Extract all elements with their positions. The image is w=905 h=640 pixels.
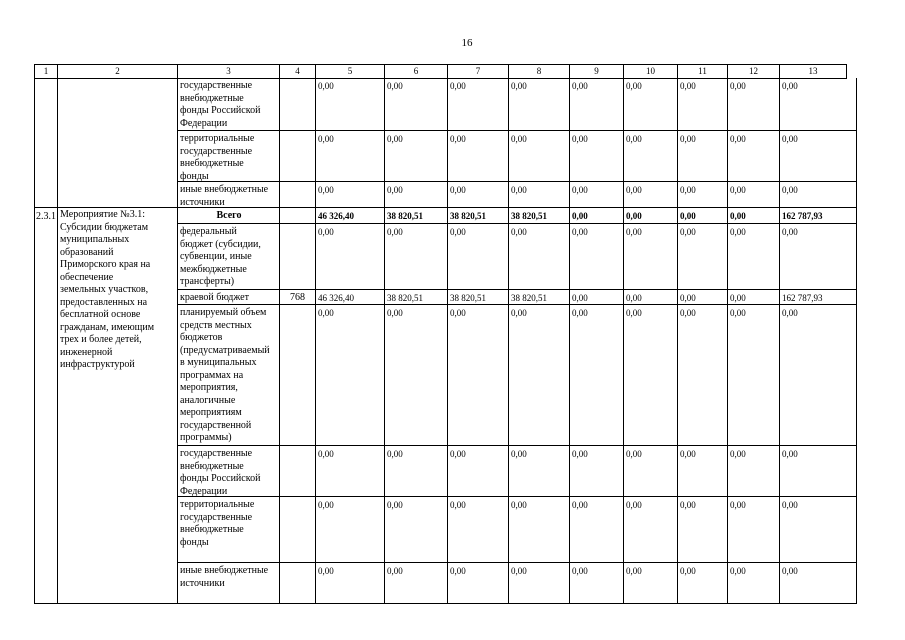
value-cell-col-7 (448, 446, 509, 497)
funding-source-cell (178, 446, 280, 497)
value-cell-col-8 (509, 290, 570, 305)
amount-value: 0,00 (450, 308, 466, 318)
value-cell-col-12 (728, 78, 780, 131)
amount-value: 0,00 (782, 449, 798, 459)
amount-value: 0,00 (511, 308, 527, 318)
grbs-code (280, 208, 315, 210)
grbs-code: 768 (290, 292, 305, 303)
grbs-code (280, 563, 315, 565)
value-cell-col-11 (678, 497, 728, 563)
value-cell-col-5 (316, 290, 385, 305)
amount-value: 0,00 (782, 500, 798, 510)
amount-value: 0,00 (730, 211, 746, 221)
amount-value: 0,00 (318, 500, 334, 510)
value-cell-col-7 (448, 563, 509, 604)
value-cell-col-13 (780, 563, 857, 604)
value-cell-col-13 (780, 305, 857, 446)
amount-value: 0,00 (511, 185, 527, 195)
value-cell-col-6 (385, 182, 448, 208)
value-cell-col-13 (780, 497, 857, 563)
column-header-2: 2 (58, 64, 178, 79)
amount-value: 0,00 (782, 185, 798, 195)
value-cell-col-10 (624, 290, 678, 305)
grbs-code-cell (280, 305, 316, 446)
value-cell-col-6 (385, 563, 448, 604)
grbs-code-cell (280, 497, 316, 563)
value-cell-col-6 (385, 224, 448, 290)
funding-source-label: территориальные государственные внебюджетные фонды (180, 133, 255, 182)
value-cell-col-8 (509, 446, 570, 497)
amount-value: 0,00 (511, 227, 527, 237)
grbs-code-cell (280, 446, 316, 497)
amount-value: 0,00 (387, 500, 403, 510)
value-cell-col-8 (509, 208, 570, 224)
amount-value: 0,00 (626, 211, 642, 221)
amount-value: 162 787,93 (782, 293, 823, 303)
measure-name-cell (58, 208, 178, 604)
value-cell-col-12 (728, 497, 780, 563)
amount-value: 38 820,51 (387, 211, 423, 221)
amount-value: 0,00 (387, 134, 403, 144)
funding-source-label: иные внебюджетные источники (180, 184, 269, 208)
amount-value: 0,00 (730, 500, 746, 510)
value-cell-col-13 (780, 78, 857, 131)
grbs-code-cell (280, 224, 316, 290)
value-cell-col-8 (509, 224, 570, 290)
amount-value: 0,00 (626, 566, 642, 576)
funding-source-cell (178, 563, 280, 604)
funding-source-label: государственные внебюджетные фонды Российской Федерации (180, 80, 261, 129)
amount-value: 0,00 (318, 134, 334, 144)
amount-value: 0,00 (730, 185, 746, 195)
amount-value: 0,00 (450, 500, 466, 510)
value-cell-col-8 (509, 182, 570, 208)
value-cell-col-6 (385, 290, 448, 305)
value-cell-col-7 (448, 290, 509, 305)
column-header-4: 4 (280, 64, 316, 79)
value-cell-col-6 (385, 208, 448, 224)
measure-code: 2.3.1 (36, 211, 56, 222)
value-cell-col-13 (780, 446, 857, 497)
value-cell-col-9 (570, 290, 624, 305)
amount-value: 38 820,51 (511, 211, 547, 221)
value-cell-col-9 (570, 208, 624, 224)
amount-value: 0,00 (572, 293, 588, 303)
value-cell-col-9 (570, 131, 624, 182)
amount-value: 0,00 (450, 227, 466, 237)
value-cell-col-11 (678, 224, 728, 290)
value-cell-col-13 (780, 208, 857, 224)
amount-value: 0,00 (318, 308, 334, 318)
amount-value: 0,00 (680, 500, 696, 510)
column-header-13: 13 (780, 64, 847, 79)
grbs-code-cell (280, 78, 316, 131)
funding-source-cell (178, 497, 280, 563)
grbs-code (280, 224, 315, 226)
value-cell-col-5 (316, 208, 385, 224)
funding-source-cell (178, 208, 280, 224)
value-cell-col-9 (570, 78, 624, 131)
amount-value: 0,00 (318, 81, 334, 91)
value-cell-col-10 (624, 208, 678, 224)
value-cell-col-10 (624, 224, 678, 290)
amount-value: 162 787,93 (782, 211, 823, 221)
value-cell-col-10 (624, 131, 678, 182)
amount-value: 0,00 (511, 500, 527, 510)
value-cell-col-12 (728, 446, 780, 497)
amount-value: 0,00 (387, 185, 403, 195)
value-cell-col-13 (780, 290, 857, 305)
amount-value: 38 820,51 (450, 211, 486, 221)
grbs-code (280, 497, 315, 499)
amount-value: 0,00 (450, 566, 466, 576)
grbs-code (280, 305, 315, 307)
value-cell-col-5 (316, 563, 385, 604)
grbs-code-cell (280, 563, 316, 604)
value-cell-col-11 (678, 131, 728, 182)
value-cell-col-5 (316, 78, 385, 131)
value-cell-col-8 (509, 78, 570, 131)
amount-value: 0,00 (626, 227, 642, 237)
value-cell-col-6 (385, 305, 448, 446)
amount-value: 38 820,51 (387, 293, 423, 303)
amount-value: 0,00 (730, 134, 746, 144)
value-cell-col-9 (570, 305, 624, 446)
amount-value: 0,00 (318, 185, 334, 195)
value-cell-col-12 (728, 208, 780, 224)
amount-value: 0,00 (511, 449, 527, 459)
funding-source-label: федеральный бюджет (субсидии, субвенции, иные межбюджетные трансферты) (180, 226, 261, 287)
amount-value: 0,00 (680, 211, 696, 221)
value-cell-col-6 (385, 446, 448, 497)
amount-value: 0,00 (318, 449, 334, 459)
value-cell-col-5 (316, 446, 385, 497)
funding-source-label: краевой бюджет (180, 292, 249, 303)
amount-value: 0,00 (680, 566, 696, 576)
value-cell-col-6 (385, 131, 448, 182)
value-cell-col-12 (728, 131, 780, 182)
amount-value: 0,00 (626, 449, 642, 459)
value-cell-col-11 (678, 78, 728, 131)
amount-value: 0,00 (450, 185, 466, 195)
funding-source-cell (178, 305, 280, 446)
amount-value: 0,00 (730, 449, 746, 459)
funding-source-label: территориальные государственные внебюджетные фонды (180, 499, 255, 548)
value-cell-col-12 (728, 224, 780, 290)
value-cell-col-7 (448, 78, 509, 131)
column-header-8: 8 (509, 64, 570, 79)
amount-value: 0,00 (730, 293, 746, 303)
value-cell-col-9 (570, 182, 624, 208)
value-cell-col-8 (509, 563, 570, 604)
amount-value: 0,00 (730, 227, 746, 237)
value-cell-col-10 (624, 78, 678, 131)
column-header-7: 7 (448, 64, 509, 79)
grbs-code (280, 131, 315, 133)
value-cell-col-12 (728, 182, 780, 208)
amount-value: 0,00 (572, 81, 588, 91)
value-cell-col-10 (624, 497, 678, 563)
grbs-code-cell (280, 208, 316, 224)
column-header-5: 5 (316, 64, 385, 79)
funding-source-cell (178, 78, 280, 131)
amount-value: 0,00 (387, 308, 403, 318)
amount-value: 38 820,51 (511, 293, 547, 303)
amount-value: 0,00 (730, 566, 746, 576)
empty-code-cell (34, 78, 58, 208)
measure-name: Мероприятие №3.1: Субсидии бюджетам муниципальных образований Приморского края на обеспечение земельных участков, предоставленных на бесплатной основе гражданам, имеющим трех и более детей, инженерной инфраструктурой (60, 209, 155, 370)
amount-value: 0,00 (572, 566, 588, 576)
amount-value: 0,00 (782, 308, 798, 318)
value-cell-col-6 (385, 78, 448, 131)
value-cell-col-9 (570, 446, 624, 497)
column-header-11: 11 (678, 64, 728, 79)
value-cell-col-5 (316, 182, 385, 208)
empty-name-cell (58, 78, 178, 208)
value-cell-col-13 (780, 224, 857, 290)
amount-value: 46 326,40 (318, 293, 354, 303)
amount-value: 0,00 (450, 81, 466, 91)
value-cell-col-12 (728, 305, 780, 446)
column-header-9: 9 (570, 64, 624, 79)
amount-value: 0,00 (572, 308, 588, 318)
funding-source-cell (178, 224, 280, 290)
value-cell-col-11 (678, 290, 728, 305)
value-cell-col-8 (509, 305, 570, 446)
value-cell-col-11 (678, 182, 728, 208)
column-header-6: 6 (385, 64, 448, 79)
amount-value: 0,00 (572, 500, 588, 510)
amount-value: 0,00 (387, 227, 403, 237)
value-cell-col-7 (448, 131, 509, 182)
value-cell-col-6 (385, 497, 448, 563)
amount-value: 0,00 (626, 293, 642, 303)
grbs-code-cell (280, 182, 316, 208)
amount-value: 0,00 (626, 185, 642, 195)
grbs-code (280, 446, 315, 448)
grbs-code-cell (280, 131, 316, 182)
column-header-1: 1 (34, 64, 58, 79)
column-header-3: 3 (178, 64, 280, 79)
amount-value: 0,00 (730, 308, 746, 318)
amount-value: 0,00 (680, 81, 696, 91)
grbs-code-cell (280, 290, 316, 305)
value-cell-col-9 (570, 497, 624, 563)
amount-value: 38 820,51 (450, 293, 486, 303)
grbs-code (280, 78, 315, 80)
value-cell-col-11 (678, 563, 728, 604)
amount-value: 0,00 (387, 566, 403, 576)
amount-value: 0,00 (318, 566, 334, 576)
amount-value: 0,00 (626, 81, 642, 91)
column-header-12: 12 (728, 64, 780, 79)
amount-value: 0,00 (782, 227, 798, 237)
total-label: Всего (216, 210, 242, 221)
measure-code-cell (34, 208, 58, 604)
amount-value: 0,00 (782, 134, 798, 144)
value-cell-col-10 (624, 305, 678, 446)
value-cell-col-9 (570, 563, 624, 604)
value-cell-col-9 (570, 224, 624, 290)
value-cell-col-13 (780, 131, 857, 182)
amount-value: 0,00 (450, 134, 466, 144)
amount-value: 0,00 (626, 500, 642, 510)
funding-source-cell (178, 290, 280, 305)
value-cell-col-7 (448, 305, 509, 446)
value-cell-col-10 (624, 446, 678, 497)
amount-value: 0,00 (511, 81, 527, 91)
value-cell-col-8 (509, 131, 570, 182)
amount-value: 0,00 (626, 308, 642, 318)
amount-value: 0,00 (572, 449, 588, 459)
value-cell-col-7 (448, 182, 509, 208)
amount-value: 0,00 (511, 134, 527, 144)
value-cell-col-11 (678, 305, 728, 446)
value-cell-col-10 (624, 563, 678, 604)
value-cell-col-5 (316, 497, 385, 563)
amount-value: 0,00 (680, 293, 696, 303)
amount-value: 0,00 (680, 308, 696, 318)
amount-value: 0,00 (318, 227, 334, 237)
amount-value: 0,00 (572, 211, 588, 221)
funding-source-label: иные внебюджетные источники (180, 565, 269, 589)
value-cell-col-7 (448, 208, 509, 224)
amount-value: 0,00 (450, 449, 466, 459)
grbs-code (280, 182, 315, 184)
value-cell-col-11 (678, 208, 728, 224)
funding-source-cell (178, 182, 280, 208)
amount-value: 0,00 (782, 566, 798, 576)
value-cell-col-12 (728, 563, 780, 604)
value-cell-col-5 (316, 131, 385, 182)
amount-value: 0,00 (572, 134, 588, 144)
value-cell-col-12 (728, 290, 780, 305)
amount-value: 0,00 (680, 449, 696, 459)
amount-value: 0,00 (680, 185, 696, 195)
amount-value: 0,00 (680, 134, 696, 144)
value-cell-col-7 (448, 224, 509, 290)
amount-value: 0,00 (572, 185, 588, 195)
value-cell-col-13 (780, 182, 857, 208)
value-cell-col-8 (509, 497, 570, 563)
amount-value: 0,00 (572, 227, 588, 237)
amount-value: 0,00 (782, 81, 798, 91)
page-number: 16 (461, 37, 473, 49)
amount-value: 0,00 (680, 227, 696, 237)
amount-value: 0,00 (730, 81, 746, 91)
funding-source-label: государственные внебюджетные фонды Российской Федерации (180, 448, 261, 497)
value-cell-col-5 (316, 305, 385, 446)
column-header-10: 10 (624, 64, 678, 79)
value-cell-col-10 (624, 182, 678, 208)
amount-value: 0,00 (387, 81, 403, 91)
amount-value: 0,00 (626, 134, 642, 144)
value-cell-col-5 (316, 224, 385, 290)
value-cell-col-7 (448, 497, 509, 563)
funding-source-label: планируемый объем средств местных бюджетов (предусматриваемый в муниципальных программах на мероприятия, аналогичные мероприятиям государственной программы) (180, 307, 270, 443)
amount-value: 46 326,40 (318, 211, 354, 221)
funding-source-cell (178, 131, 280, 182)
amount-value: 0,00 (511, 566, 527, 576)
amount-value: 0,00 (387, 449, 403, 459)
value-cell-col-11 (678, 446, 728, 497)
